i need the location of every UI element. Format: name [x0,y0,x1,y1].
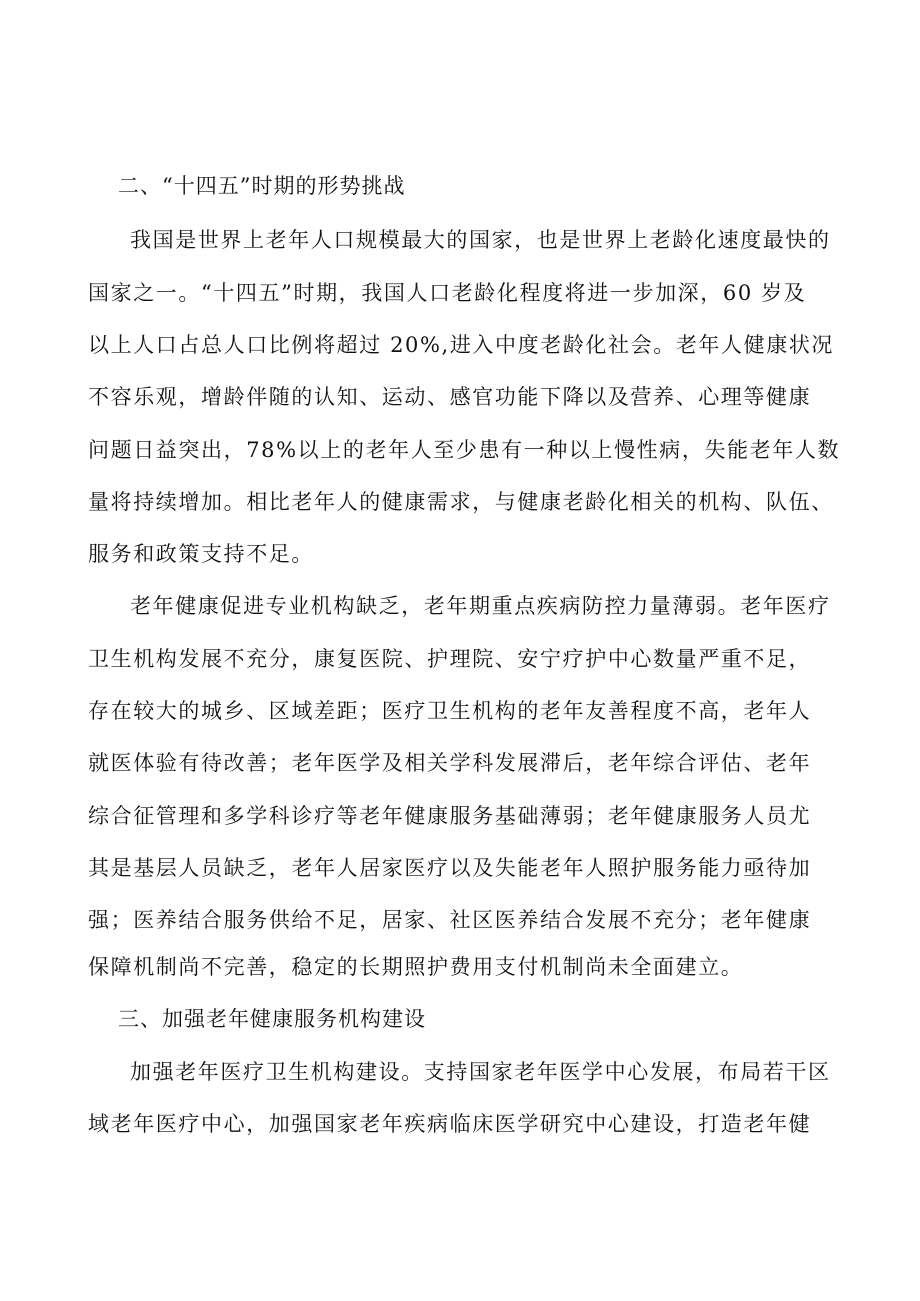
text-line: 我国是世界上老年人口规模最大的国家，也是世界上老龄化速度最快的 [130,228,831,252]
text-line: 不容乐观，增龄伴随的认知、运动、感官功能下降以及营养、心理等健康 [88,385,812,409]
text-line: 综合征管理和多学科诊疗等老年健康服务基础薄弱；老年健康服务人员尤 [88,804,812,828]
text-line: 国家之一。“十四五”时期，我国人口老龄化程度将进一步加深，60 岁及 [88,281,807,305]
text-line: 保障机制尚不完善，稳定的长期照护费用支付机制尚未全面建立。 [88,955,744,979]
section-heading-institution-building: 三、加强老年健康服务机构建设 [118,1007,426,1031]
text-line: 以上人口占总人口比例将超过 20%,进入中度老龄化社会。老年人健康状况 [88,333,835,357]
text-line: 服务和政策支持不足。 [88,542,314,566]
text-line: 量将持续增加。相比老年人的健康需求，与健康老龄化相关的机构、队伍、 [88,490,834,514]
text-line: 加强老年医疗卫生机构建设。支持国家老年医学中心发展，布局若干区 [130,1060,831,1084]
text-line: 卫生机构发展不充分，康复医院、护理院、安宁疗护中心数量严重不足， [88,647,812,671]
text-line: 老年健康促进专业机构缺乏，老年期重点疾病防控力量薄弱。老年医疗 [130,594,831,618]
text-line: 域老年医疗中心，加强国家老年疾病临床医学研究中心建设，打造老年健 [88,1112,812,1136]
text-line: 其是基层人员缺乏，老年人居家医疗以及失能老年人照护服务能力亟待加 [88,856,812,880]
section-heading-challenges: 二、“十四五”时期的形势挑战 [118,174,406,198]
text-line: 强；医养结合服务供给不足，居家、社区医养结合发展不充分；老年健康 [88,908,812,932]
text-line: 问题日益突出，78%以上的老年人至少患有一种以上慢性病，失能老年人数 [88,438,841,462]
text-line: 就医体验有待改善；老年医学及相关学科发展滞后，老年综合评估、老年 [88,751,812,775]
text-line: 存在较大的城乡、区域差距；医疗卫生机构的老年友善程度不高，老年人 [88,699,812,723]
